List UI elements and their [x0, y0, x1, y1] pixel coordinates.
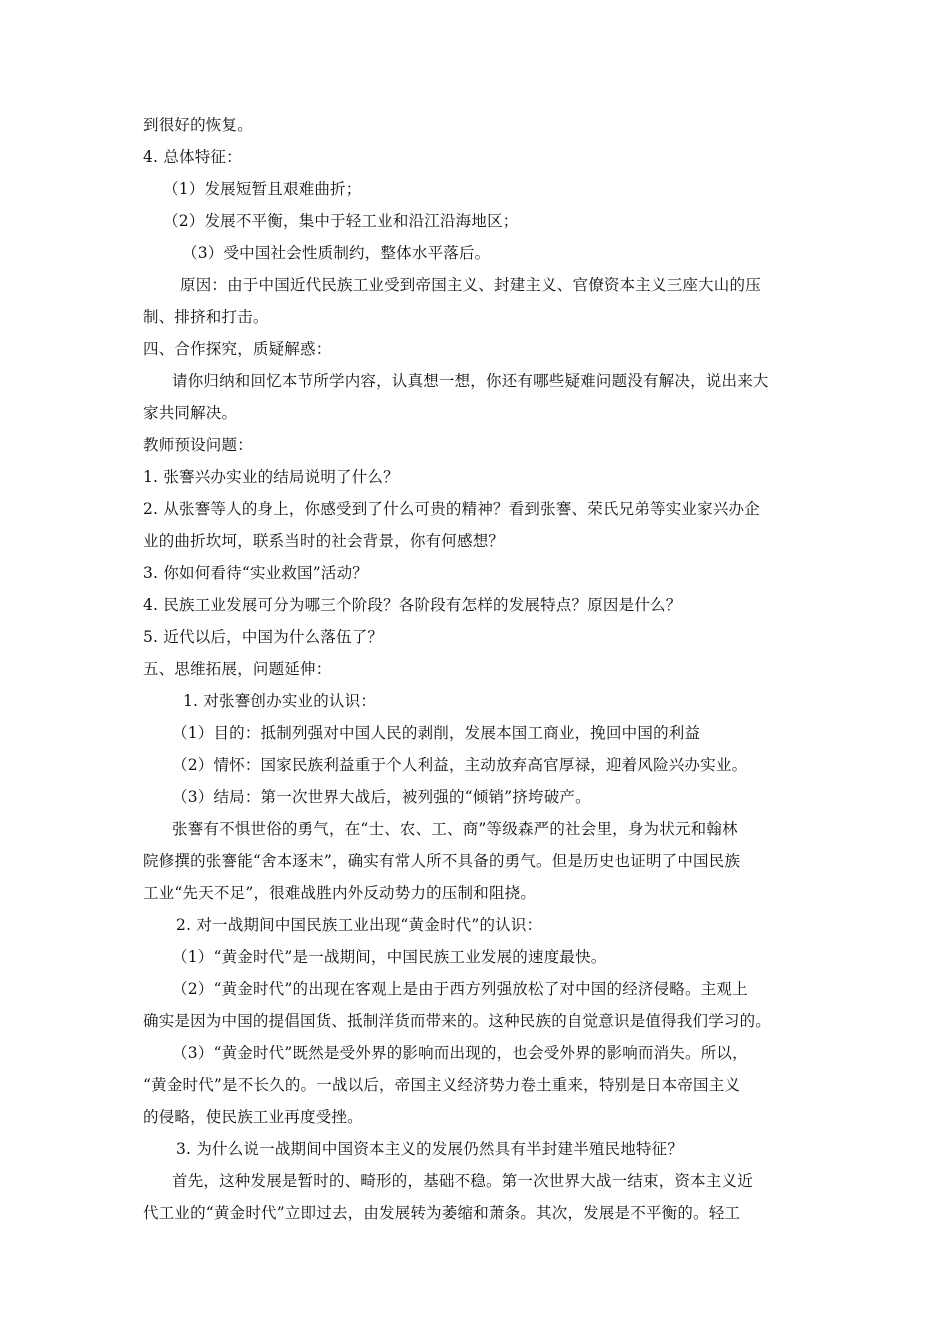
text-line: 首先，这种发展是暂时的、畸形的，基础不稳。第一次世界大战一结束，资本主义近 [172, 1172, 753, 1190]
text-line: 工业“先天不足”，很难战胜内外反动势力的压制和阻挠。 [143, 884, 537, 902]
text-line: 原因：由于中国近代民族工业受到帝国主义、封建主义、官僚资本主义三座大山的压 [180, 276, 761, 294]
question-item: 5. 近代以后，中国为什么落伍了？ [143, 628, 384, 646]
question-item: 3. 你如何看待“实业救国”活动？ [143, 564, 368, 582]
text-line: 院修撰的张謇能“舍本逐末”，确实有常人所不具备的勇气。但是历史也证明了中国民族 [143, 852, 741, 870]
text-line: 制、排挤和打击。 [143, 308, 269, 326]
text-line: （3）受中国社会性质制约，整体水平落后。 [182, 244, 491, 262]
text-line: （2）发展不平衡，集中于轻工业和沿江沿海地区； [163, 212, 519, 230]
text-line: 请你归纳和回忆本节所学内容，认真想一想，你还有哪些疑难问题没有解决，说出来大 [172, 372, 769, 390]
text-line: （1）发展短暂且艰难曲折； [163, 180, 362, 198]
question-item: 4. 民族工业发展可分为哪三个阶段？各阶段有怎样的发展特点？原因是什么？ [143, 596, 682, 614]
text-line: 教师预设问题： [143, 436, 253, 454]
text-line: （3）“黄金时代”既然是受外界的影响而出现的，也会受外界的影响而消失。所以， [172, 1044, 748, 1062]
text-line: 确实是因为中国的提倡国货、抵制洋货而带来的。这种民族的自觉意识是值得我们学习的。 [143, 1012, 772, 1030]
text-line: 家共同解决。 [143, 404, 238, 422]
question-item: 1. 张謇兴办实业的结局说明了什么？ [143, 468, 399, 486]
text-line: （1）“黄金时代”是一战期间，中国民族工业发展的速度最快。 [172, 948, 607, 966]
text-line: 张謇有不惧世俗的勇气，在“士、农、工、商”等级森严的社会里，身为状元和翰林 [172, 820, 738, 838]
text-line: 业的曲折坎坷，联系当时的社会背景，你有何感想？ [143, 532, 505, 550]
text-line: （1）目的：抵制列强对中国人民的剥削，发展本国工商业，挽回中国的利益 [172, 724, 701, 742]
heading-overall-features: 4. 总体特征： [143, 148, 242, 166]
text-line: （3）结局：第一次世界大战后，被列强的“倾销”挤垮破产。 [172, 788, 591, 806]
text-line: 到很好的恢复。 [143, 116, 253, 134]
text-line: （2）“黄金时代”的出现在客观上是由于西方列强放松了对中国的经济侵略。主观上 [172, 980, 748, 998]
text-line: “黄金时代”是不长久的。一战以后，帝国主义经济势力卷土重来，特别是日本帝国主义 [143, 1076, 741, 1094]
text-line: 代工业的“黄金时代”立即过去，由发展转为萎缩和萧条。其次，发展是不平衡的。轻工 [143, 1204, 741, 1222]
text-line: 的侵略，使民族工业再度受挫。 [143, 1108, 363, 1126]
question-item: 2. 从张謇等人的身上，你感受到了什么可贵的精神？看到张謇、荣氏兄弟等实业家兴办企 [143, 500, 760, 518]
text-line: （2）情怀：国家民族利益重于个人利益，主动放弃高官厚禄，迎着风险兴办实业。 [172, 756, 748, 774]
subheading: 1. 对张謇创办实业的认识： [183, 692, 377, 710]
subheading: 3. 为什么说一战期间中国资本主义的发展仍然具有半封建半殖民地特征？ [176, 1140, 684, 1158]
section-heading: 四、合作探究，质疑解惑： [143, 340, 332, 358]
section-heading: 五、思维拓展，问题延伸： [143, 660, 332, 678]
subheading: 2. 对一战期间中国民族工业出现“黄金时代”的认识： [176, 916, 543, 934]
